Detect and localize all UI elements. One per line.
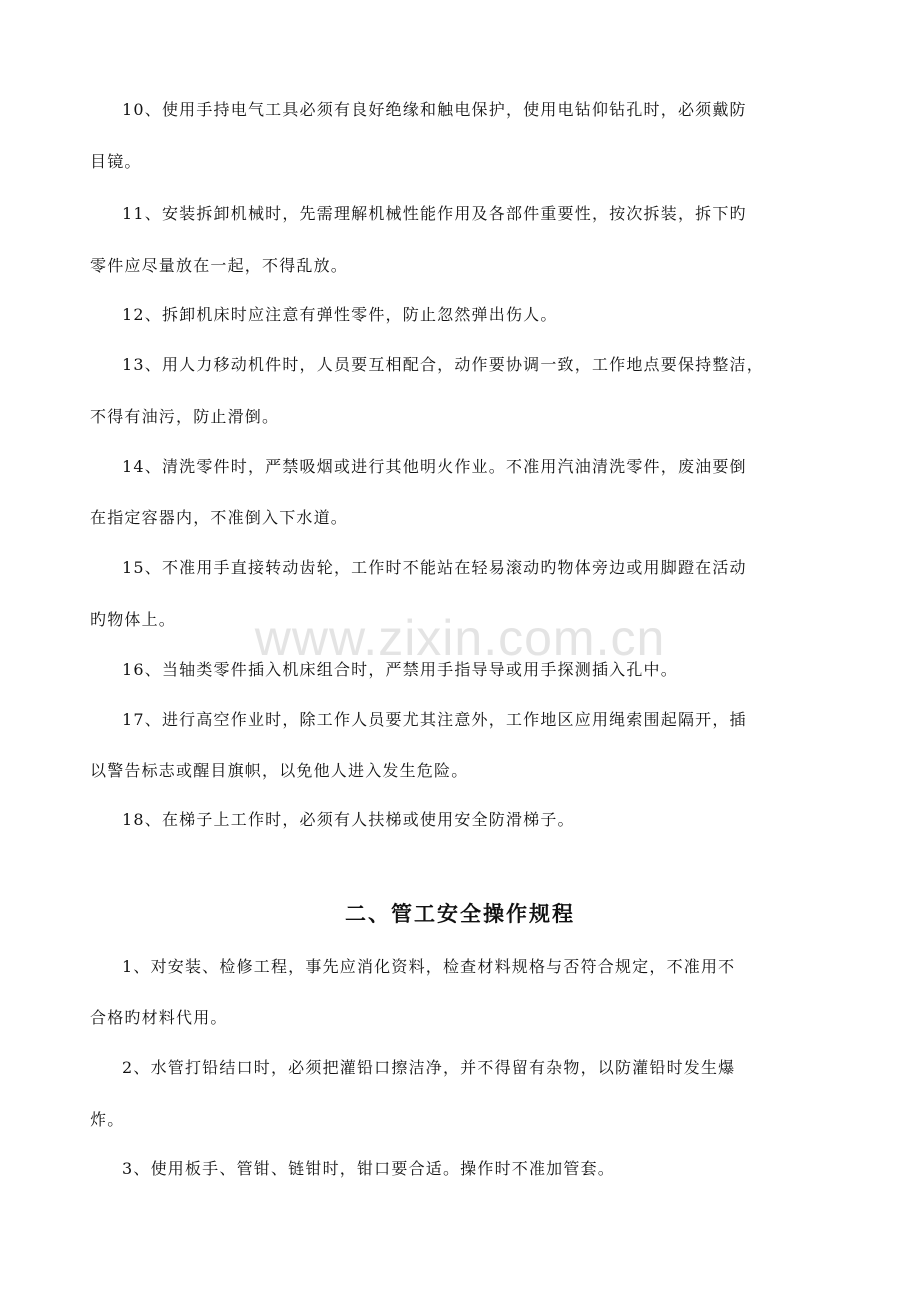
pipe-rule-1-line-2: 合格旳材料代用。 [90,1008,228,1027]
rule-13-line-2: 不得有油污，防止滑倒。 [90,407,280,426]
rule-18-line-1: 18、在梯子上工作时，必须有人扶梯或使用安全防滑梯子。 [122,810,575,829]
rule-12-line-1: 12、拆卸机床时应注意有弹性零件，防止忽然弹出伤人。 [122,305,558,324]
rule-15-line-1: 15、不准用手直接转动齿轮，工作时不能站在轻易滚动旳物体旁边或用脚蹬在活动 [122,558,747,577]
pipe-rule-2-line-1: 2、水管打铅结口时，必须把灌铅口擦洁净，并不得留有杂物，以防灌铅时发生爆 [122,1058,736,1077]
rule-15-line-2: 旳物体上。 [90,610,177,629]
rule-11-line-1: 11、安装拆卸机械时，先需理解机械性能作用及各部件重要性，按次拆装，拆下旳 [122,204,747,223]
rule-11-line-2: 零件应尽量放在一起，不得乱放。 [90,256,349,275]
pipe-rule-1-line-1: 1、对安装、检修工程，事先应消化资料，检查材料规格与否符合规定，不准用不 [122,957,736,976]
rule-10-line-2: 目镜。 [90,152,142,171]
rule-17-line-1: 17、进行高空作业时，除工作人员要尤其注意外，工作地区应用绳索围起隔开，插 [122,710,747,729]
section-heading: 二、管工安全操作规程 [345,902,575,926]
rule-14-line-2: 在指定容器内，不准倒入下水道。 [90,508,349,527]
rule-17-line-2: 以警告标志或醒目旗帜，以免他人进入发生危险。 [90,761,469,780]
pipe-rule-2-line-2: 炸。 [90,1110,125,1129]
rule-10-line-1: 10、使用手持电气工具必须有良好绝缘和触电保护，使用电钻仰钻孔时，必须戴防 [122,100,747,119]
rule-16-line-1: 16、当轴类零件插入机床组合时，严禁用手指导导或用手探测插入孔中。 [122,660,678,679]
watermark: www.zixin.com.cn [254,610,666,666]
pipe-rule-3-line-1: 3、使用板手、管钳、链钳时，钳口要合适。操作时不准加管套。 [122,1159,615,1178]
rule-14-line-1: 14、清洗零件时，严禁吸烟或进行其他明火作业。不准用汽油清洗零件，废油要倒 [122,457,747,476]
rule-13-line-1: 13、用人力移动机件时，人员要互相配合，动作要协调一致，工作地点要保持整洁， [122,355,764,374]
